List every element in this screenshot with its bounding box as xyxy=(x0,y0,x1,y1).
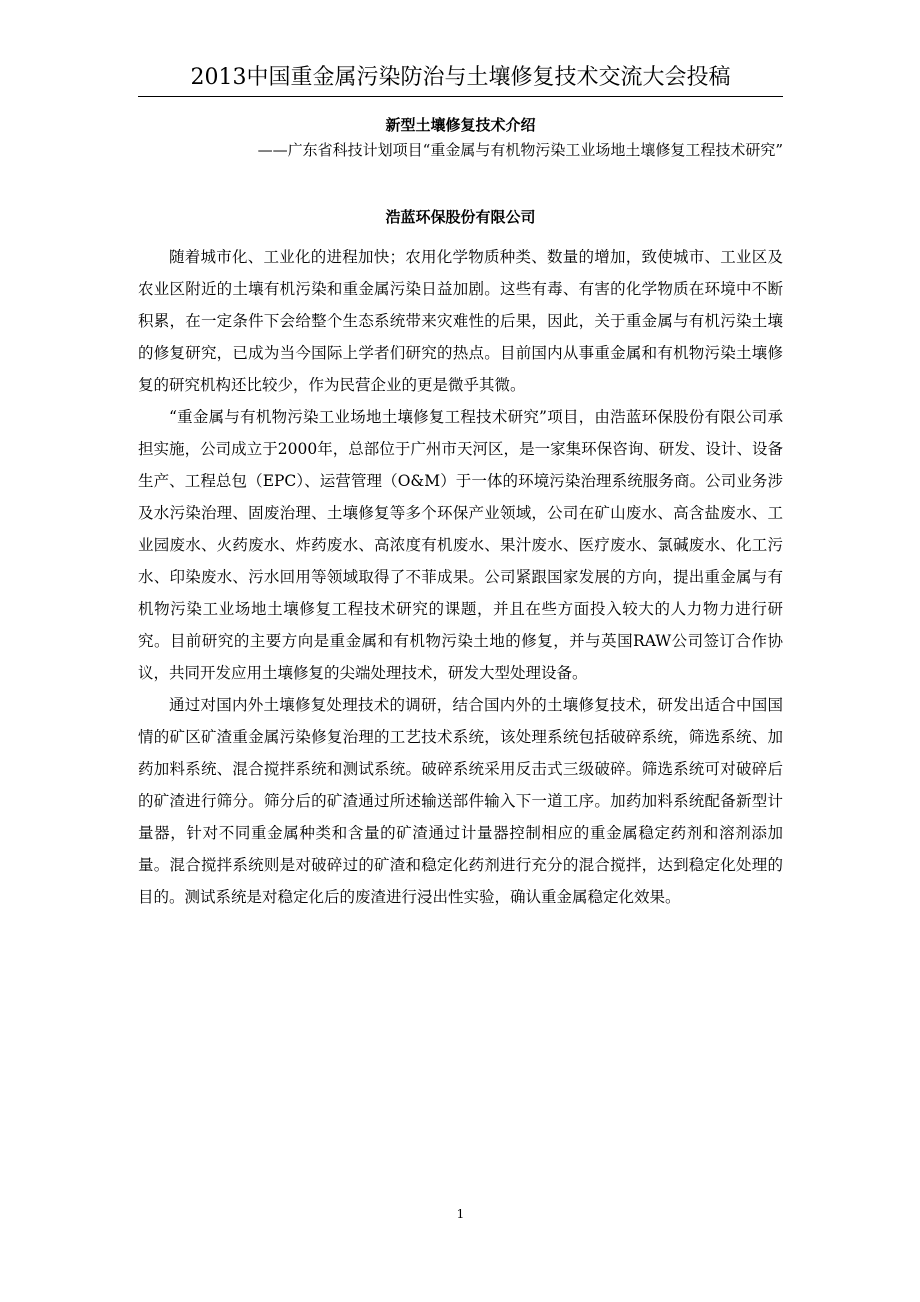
document-subtitle: ——广东省科技计划项目“重金属与有机物污染工业场地土壤修复工程技术研究” xyxy=(257,141,783,159)
paragraph-intro: 随着城市化、工业化的进程加快；农用化学物质种类、数量的增加，致使城市、工业区及农业区附近的土壤有机污染和重金属污染日益加剧。这些有毒、有害的化学物质在环境中不断积累，在一定条件下会给整个生态系统带来灾难性的后果，因此，关于重金属与有机污染土壤的修复研究，已成为当今国际上学者们研究的热点。目前国内从事重金属和有机物污染土壤修复的研究机构还比较少，作为民营企业的更是微乎其微。 xyxy=(138,248,783,394)
page-header: 2013中国重金属污染防治与土壤修复技术交流大会投稿 xyxy=(190,65,731,90)
paragraph-technology: 通过对国内外土壤修复处理技术的调研，结合国内外的土壤修复技术，研发出适合中国国情的矿区矿渣重金属污染修复治理的工艺技术系统，该处理系统包括破碎系统，筛选系统、加药加料系统、混合搅拌系统和测试系统。破碎系统采用反击式三级破碎。筛选系统可对破碎后的矿渣进行筛分。筛分后的矿渣通过所述输送部件输入下一道工序。加药加料系统配备新型计量器，针对不同重金属种类和含量的矿渣通过计量器控制相应的重金属稳定药剂和溶剂添加量。混合搅拌系统则是对破碎过的矿渣和稳定化药剂进行充分的混合搅拌，达到稳定化处理的目的。测试系统是对稳定化后的废渣进行浸出性实验，确认重金属稳定化效果。 xyxy=(138,696,783,906)
header-rule xyxy=(138,96,783,97)
page-number: 1 xyxy=(456,1207,465,1221)
document-title: 新型土壤修复技术介绍 xyxy=(385,116,536,134)
document-body xyxy=(138,241,783,913)
company-name: 浩蓝环保股份有限公司 xyxy=(385,208,536,226)
paragraph-company: “重金属与有机物污染工业场地土壤修复工程技术研究”项目，由浩蓝环保股份有限公司承担实施，公司成立于2000年，总部位于广州市天河区，是一家集环保咨询、研发、设计、设备生产、工程总包（EPC）、运营管理（O&M）于一体的环境污染治理系统服务商。公司业务涉及水污染治理、固废治理、土壤修复等多个环保产业领域，公司在矿山废水、高含盐废水、工业园废水、火药废水、炸药废水、高浓度有机废水、果汁废水、医疗废水、氯碱废水、化工污水、印染废水、污水回用等领域取得了不菲成果。公司紧跟国家发展的方向，提出重金属与有机物污染工业场地土壤修复工程技术研究的课题，并且在些方面投入较大的人力物力进行研究。目前研究的主要方向是重金属和有机物污染土地的修复，并与英国RAW公司签订合作协议，共同开发应用土壤修复的尖端处理技术，研发大型处理设备。 xyxy=(138,408,783,682)
